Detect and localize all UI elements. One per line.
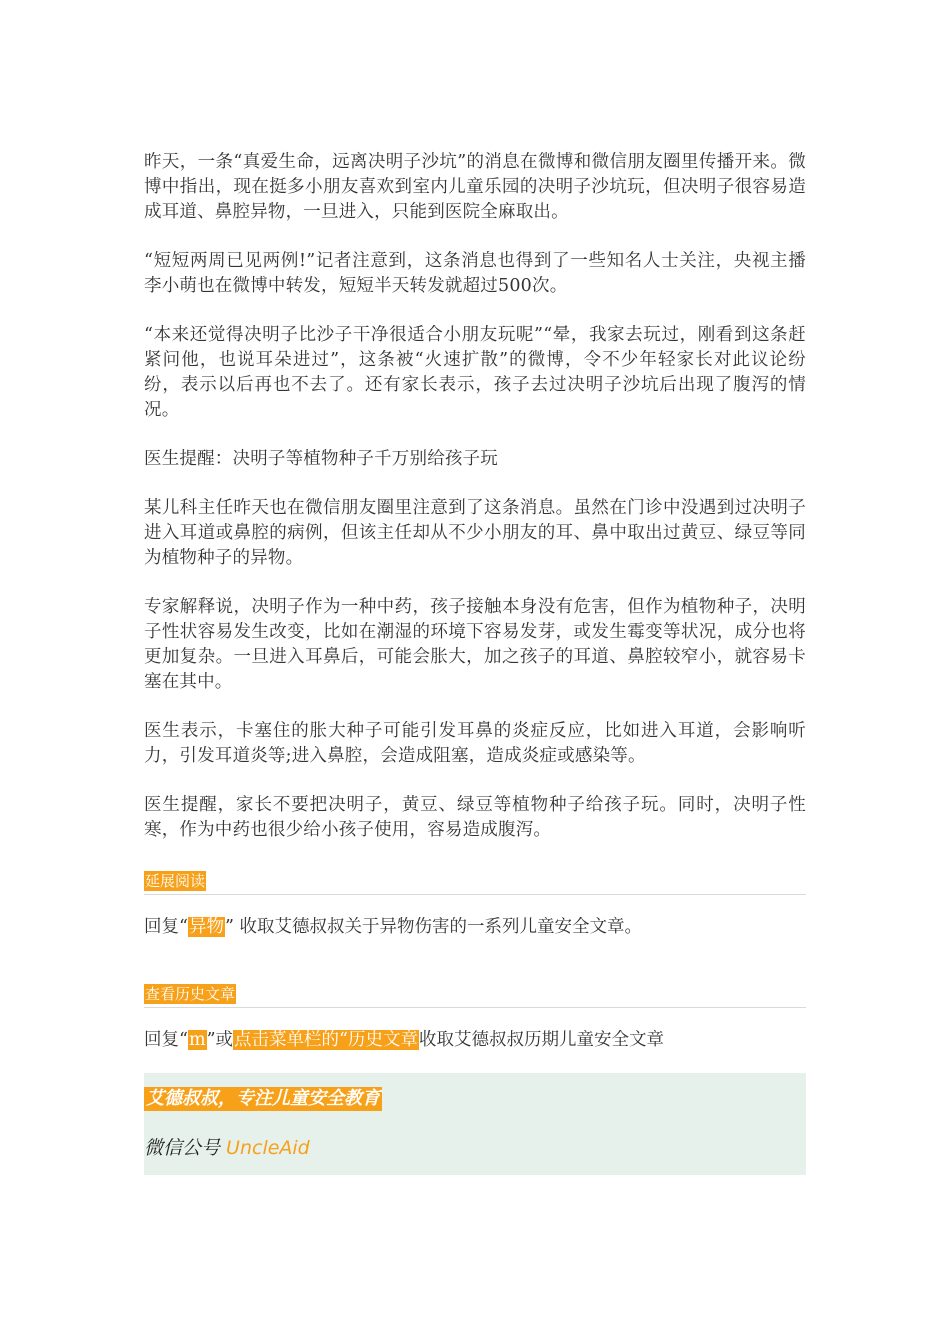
- article-paragraph: “短短两周已见两例!”记者注意到，这条消息也得到了一些知名人士关注，央视主播李小萌也在微博中转发，短短半天转发就超过500次。: [144, 251, 806, 296]
- extended-reading-header: [144, 871, 806, 895]
- article-paragraph: 某儿科主任昨天也在微信朋友圈里注意到了这条消息。虽然在门诊中没遇到过决明子进入耳道或鼻腔的病例，但该主任却从不少小朋友的耳、鼻中取出过黄豆、绿豆等同为植物种子的异物。: [144, 498, 806, 568]
- reply-prefix: 回复“: [144, 1030, 188, 1050]
- article-body: [144, 150, 806, 1175]
- reply-prefix: 回复“: [144, 917, 188, 937]
- article-paragraph: 医生提醒，家长不要把决明子，黄豆、绿豆等植物种子给孩子玩。同时，决明子性寒，作为中药也很少给小孩子使用，容易造成腹泻。: [144, 795, 806, 840]
- article-subheading: 医生提醒：决明子等植物种子千万别给孩子玩: [144, 449, 498, 469]
- reply-suffix: ” 收取艾德叔叔关于异物伤害的一系列儿童安全文章。: [224, 917, 642, 937]
- reply-keyword: 异物: [188, 917, 224, 937]
- account-label: 微信公号: [144, 1137, 227, 1159]
- reply-keyword: m: [188, 1030, 206, 1050]
- extended-reading-reply: [144, 915, 806, 940]
- account-handle: UncleAid: [226, 1137, 310, 1159]
- article-paragraph: 专家解释说，决明子作为一种中药，孩子接触本身没有危害，但作为植物种子，决明子性状容易发生改变，比如在潮湿的环境下容易发芽，或发生霉变等状况，成分也将更加复杂。一旦进入耳鼻后，可能会胀大，加之孩子的耳道、鼻腔较窄小，就容易卡塞在其中。: [144, 597, 806, 692]
- menu-link[interactable]: 点击菜单栏的“历史文章: [234, 1030, 418, 1050]
- footer-banner: [144, 1073, 806, 1175]
- article-paragraph: 医生表示，卡塞住的胀大种子可能引发耳鼻的炎症反应，比如进入耳道，会影响听力，引发耳道炎等;进入鼻腔，会造成阻塞，造成炎症或感染等。: [144, 721, 806, 766]
- history-header: [144, 984, 806, 1008]
- article-paragraph: “本来还觉得决明子比沙子干净很适合小朋友玩呢”“晕，我家去玩过，刚看到这条赶紧问他，也说耳朵进过”，这条被“火速扩散”的微博，令不少年轻家长对此议论纷纷，表示以后再也不去了。还有家长表示，孩子去过决明子沙坑后出现了腹泻的情况。: [144, 325, 806, 420]
- extended-reading-tag: 延展阅读: [145, 872, 206, 890]
- history-reply: [144, 1028, 806, 1053]
- reply-suffix: 收取艾德叔叔历期儿童安全文章: [418, 1030, 664, 1050]
- reply-middle: ”或: [206, 1030, 234, 1050]
- article-paragraph: 昨天，一条“真爱生命，远离决明子沙坑”的消息在微博和微信朋友圈里传播开来。微博中指出，现在挺多小朋友喜欢到室内儿童乐园的决明子沙坑玩，但决明子很容易造成耳道、鼻腔异物，一旦进入，只能到医院全麻取出。: [144, 152, 806, 222]
- footer-account: [144, 1135, 310, 1161]
- history-tag: 查看历史文章: [145, 985, 236, 1003]
- footer-slogan: 艾德叔叔，专注儿童安全教育: [146, 1088, 380, 1109]
